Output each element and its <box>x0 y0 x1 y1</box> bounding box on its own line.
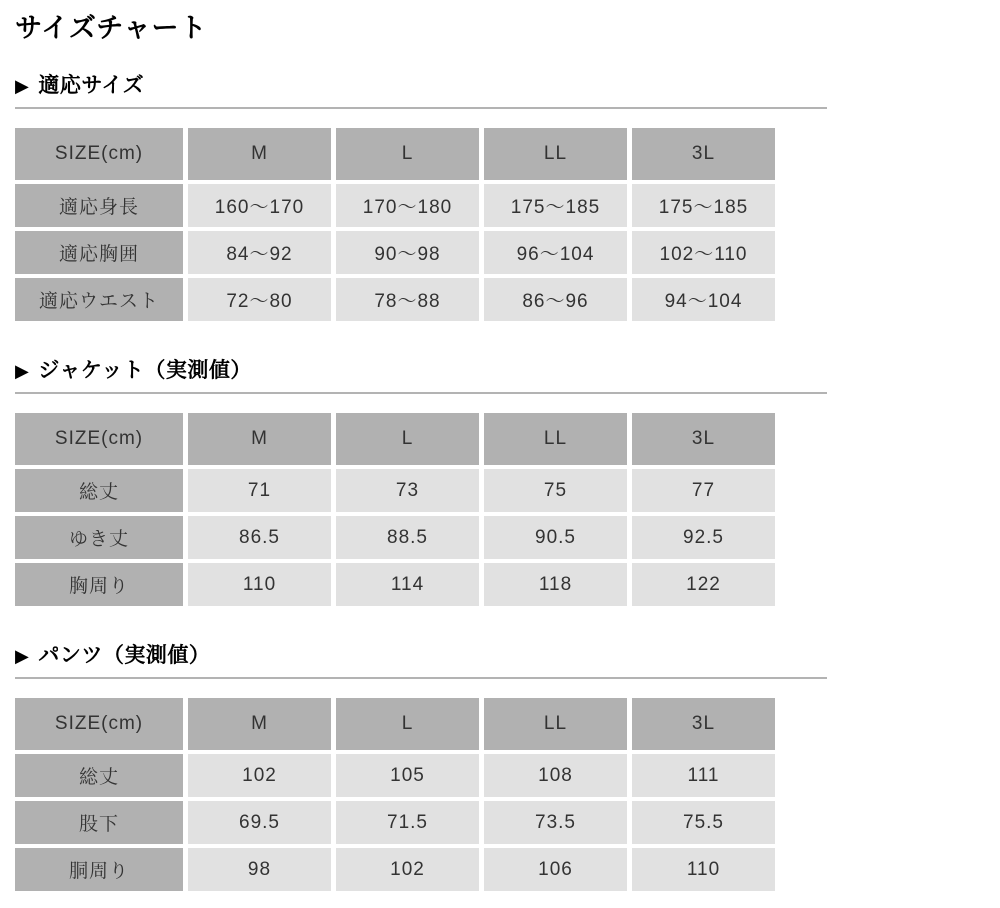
data-cell: 69.5 <box>188 801 331 844</box>
data-cell: 98 <box>188 848 331 891</box>
header-cell: M <box>188 128 331 180</box>
data-cell: 90～98 <box>336 231 479 274</box>
page-title: サイズチャート <box>15 13 208 43</box>
header-cell: SIZE(cm) <box>15 413 183 465</box>
data-cell: 94～104 <box>632 278 775 321</box>
row-label-cell: 総丈 <box>15 754 183 797</box>
header-cell: SIZE(cm) <box>15 698 183 750</box>
data-cell: 72～80 <box>188 278 331 321</box>
data-cell: 73 <box>336 469 479 512</box>
data-cell: 75 <box>484 469 627 512</box>
data-cell: 106 <box>484 848 627 891</box>
data-cell: 71 <box>188 469 331 512</box>
section-heading <box>15 644 827 679</box>
header-cell: L <box>336 128 479 180</box>
data-cell: 88.5 <box>336 516 479 559</box>
section-pants-measurements <box>15 644 985 891</box>
data-cell: 84～92 <box>188 231 331 274</box>
header-cell: 3L <box>632 128 775 180</box>
data-cell: 122 <box>632 563 775 606</box>
triangle-bullet-icon: ▶ <box>15 646 30 666</box>
data-cell: 92.5 <box>632 516 775 559</box>
row-label-cell: 適応身長 <box>15 184 183 227</box>
row-label-cell: 適応ウエスト <box>15 278 183 321</box>
header-cell: 3L <box>632 413 775 465</box>
data-cell: 108 <box>484 754 627 797</box>
header-cell: L <box>336 698 479 750</box>
data-cell: 175～185 <box>484 184 627 227</box>
data-cell: 170～180 <box>336 184 479 227</box>
data-cell: 160～170 <box>188 184 331 227</box>
section-fit-size <box>15 74 985 321</box>
pants-table <box>15 698 775 891</box>
header-cell: LL <box>484 413 627 465</box>
section-heading <box>15 359 827 394</box>
data-cell: 73.5 <box>484 801 627 844</box>
data-cell: 110 <box>632 848 775 891</box>
section-title: ジャケット（実測値） <box>38 359 252 382</box>
data-cell: 75.5 <box>632 801 775 844</box>
header-cell: SIZE(cm) <box>15 128 183 180</box>
data-cell: 118 <box>484 563 627 606</box>
section-title: パンツ（実測値） <box>38 644 211 667</box>
fit-size-table <box>15 128 775 321</box>
header-cell: 3L <box>632 698 775 750</box>
data-cell: 86～96 <box>484 278 627 321</box>
data-cell: 86.5 <box>188 516 331 559</box>
data-cell: 78～88 <box>336 278 479 321</box>
data-cell: 102 <box>188 754 331 797</box>
data-cell: 77 <box>632 469 775 512</box>
jacket-table <box>15 413 775 606</box>
data-cell: 110 <box>188 563 331 606</box>
row-label-cell: 適応胸囲 <box>15 231 183 274</box>
section-jacket-measurements <box>15 359 985 606</box>
data-cell: 90.5 <box>484 516 627 559</box>
header-cell: M <box>188 413 331 465</box>
triangle-bullet-icon: ▶ <box>15 361 30 381</box>
row-label-cell: 胸周り <box>15 563 183 606</box>
section-title: 適応サイズ <box>38 74 145 97</box>
row-label-cell: 股下 <box>15 801 183 844</box>
row-label-cell: 総丈 <box>15 469 183 512</box>
data-cell: 102 <box>336 848 479 891</box>
header-cell: M <box>188 698 331 750</box>
data-cell: 96～104 <box>484 231 627 274</box>
row-label-cell: 胴周り <box>15 848 183 891</box>
header-cell: LL <box>484 128 627 180</box>
header-cell: L <box>336 413 479 465</box>
data-cell: 102～110 <box>632 231 775 274</box>
data-cell: 71.5 <box>336 801 479 844</box>
section-heading <box>15 74 827 109</box>
data-cell: 105 <box>336 754 479 797</box>
header-cell: LL <box>484 698 627 750</box>
data-cell: 111 <box>632 754 775 797</box>
data-cell: 114 <box>336 563 479 606</box>
row-label-cell: ゆき丈 <box>15 516 183 559</box>
triangle-bullet-icon: ▶ <box>15 76 30 96</box>
data-cell: 175～185 <box>632 184 775 227</box>
